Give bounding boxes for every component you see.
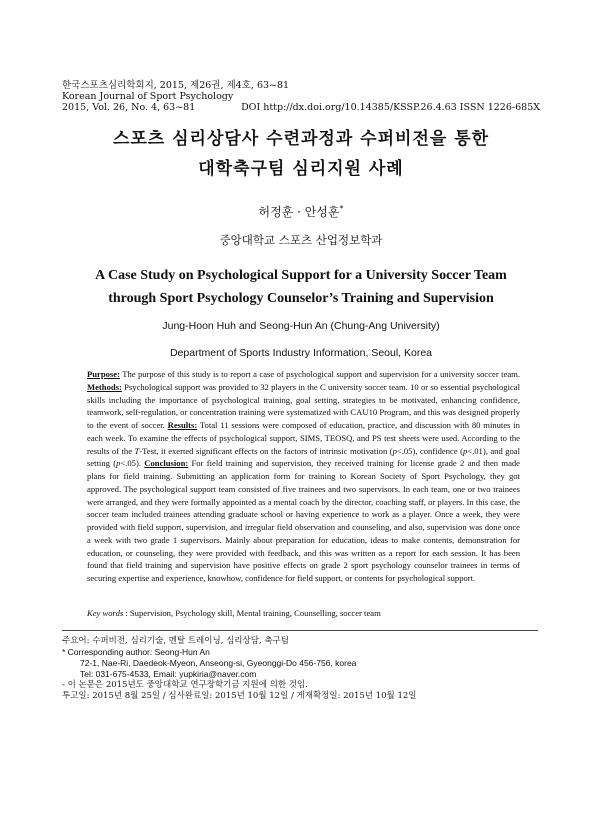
footnotes — [62, 636, 540, 703]
title-korean-line-2: 대학축구팀 심리지원 사례 — [198, 159, 404, 179]
author-names-korean: 허정훈 · 안성훈 — [258, 205, 340, 219]
paper-title-english — [62, 264, 540, 310]
results-text: <.05), confidence ( — [396, 445, 463, 456]
results-label: Results: — [167, 420, 198, 430]
volume-info: 2015, Vol. 26, No. 4, 63~81 — [62, 102, 196, 113]
journal-name-english: Korean Journal of Sport Psychology — [62, 91, 234, 102]
results-text: -Test, it exerted significant effects on the factors of intrinsic motivation ( — [139, 445, 393, 456]
results-text: <.05). — [120, 458, 145, 469]
title-english-line-2: through Sport Psychology Counselor’s Training and Supervision — [108, 291, 494, 306]
keywords — [87, 608, 520, 618]
title-korean-line-1: 스포츠 심리상담사 수련과정과 수퍼비전을 통한 — [112, 129, 490, 149]
keywords-label: Key words — [87, 608, 124, 618]
methods-label: Methods: — [87, 381, 122, 392]
t-test-symbol: T — [134, 445, 140, 456]
corresponding-author-mark: * — [339, 204, 344, 213]
p-value-symbol: p — [116, 458, 121, 469]
journal-name-korean: 한국스포츠심리학회지, 2015, 제26권, 제4호, 63~81 — [62, 80, 290, 91]
author-contact: Tel: 031-675-4533, Email: yupkiria@naver.com — [80, 669, 257, 680]
methods-text: Psychological support was provided to 32 players in the C university soccer team. 10 or so essential psychological skills including the importance of psychological training, goal setting, strategies to be motivated, enhancing confidence, teamwork, self-regulation, or concentration training were systematized with CAU10 Program, and this was designed properly to the event of soccer. — [87, 381, 520, 430]
journal-header — [62, 80, 540, 113]
doi-issn: DOI http://dx.doi.org/10.14385/KSSP.26.4.63 ISSN 1226-685X — [241, 102, 540, 113]
authors-english: Jung-Hoon Huh and Seong-Hun An (Chung-Ang University) — [162, 320, 440, 332]
authors-korean — [62, 203, 540, 220]
affiliation-english: Department of Sports Industry Information, Seoul, Korea — [169, 347, 433, 359]
title-english-line-1: A Case Study on Psychological Support for a University Soccer Team — [95, 268, 507, 283]
korean-keywords: 주요어: 수퍼비전, 심리기술, 멘탈 트레이닝, 심리상담, 축구팀 — [62, 636, 289, 646]
conclusion-label: Conclusion: — [144, 458, 189, 469]
results-text: <.01), and goal setting ( — [87, 445, 520, 469]
p-value-symbol: p — [462, 445, 468, 456]
paper-title-korean — [62, 124, 540, 184]
footnote-divider — [62, 630, 538, 631]
corresponding-author: * Corresponding author: Seong-Hun An — [62, 647, 210, 658]
submission-dates: 투고일: 2015년 8월 25일 / 심사완료일: 2015년 10월 12일 / 게재확정일: 2015년 10월 12일 — [62, 691, 417, 702]
abstract — [87, 368, 520, 585]
results-text: Total 11 sessions were composed of education, practice, and discussion with 80 minutes in each week. To examine the effects of psychological support, SIMS, TEOSQ, and PS test sheets were used. According to the results of the — [87, 420, 520, 456]
affiliation-korean: 중앙대학교 스포츠 산업정보학과 — [219, 233, 383, 247]
funding-note: - 이 논문은 2015년도 중앙대학교 연구장학기금 지원에 의한 것임. — [62, 680, 308, 691]
p-value-symbol: p — [392, 445, 397, 456]
author-address: 72-1, Nae-Ri, Daedeok-Myeon, Anseong-si, Gyeonggi-Do 456-756, korea — [80, 658, 357, 669]
conclusion-text: For field training and supervision, they received training for license grade 2 and then made plans for field training. Submitting an application form for training to Korean Society of Sport Psychology, they got approved. The psychological support team consisted of five trainees and two supervisors. In each team, one or two trainees were arranged, and they were formally appointed as a mental coach by the director, coaching staff, or players. In this case, the soccer team included trainees attending graduate school or having experience to work as a player. Once a week, they were provided with field support, supervision, and irregular field observation and counseling, and also, supervision was done once a week with two grade 1 supervisors. Mainly about preparation for education, ideas to make contents, demonstration for education, or counseling, they were provided with feedback, and this was written as a report for each session. It has been found that field training and supervision have positive effects on grade 2 sport psychology counselor trainees in terms of securing expertise and experience, knowhow, confidence for field support, or contents for psychological support. — [87, 458, 520, 583]
purpose-label: Purpose: — [87, 369, 120, 379]
purpose-text: The purpose of this study is to report a case of psychological support and supervision for a university soccer team. — [119, 369, 520, 379]
keywords-text: : Supervision, Psychology skill, Mental training, Counselling, soccer team — [123, 608, 381, 618]
